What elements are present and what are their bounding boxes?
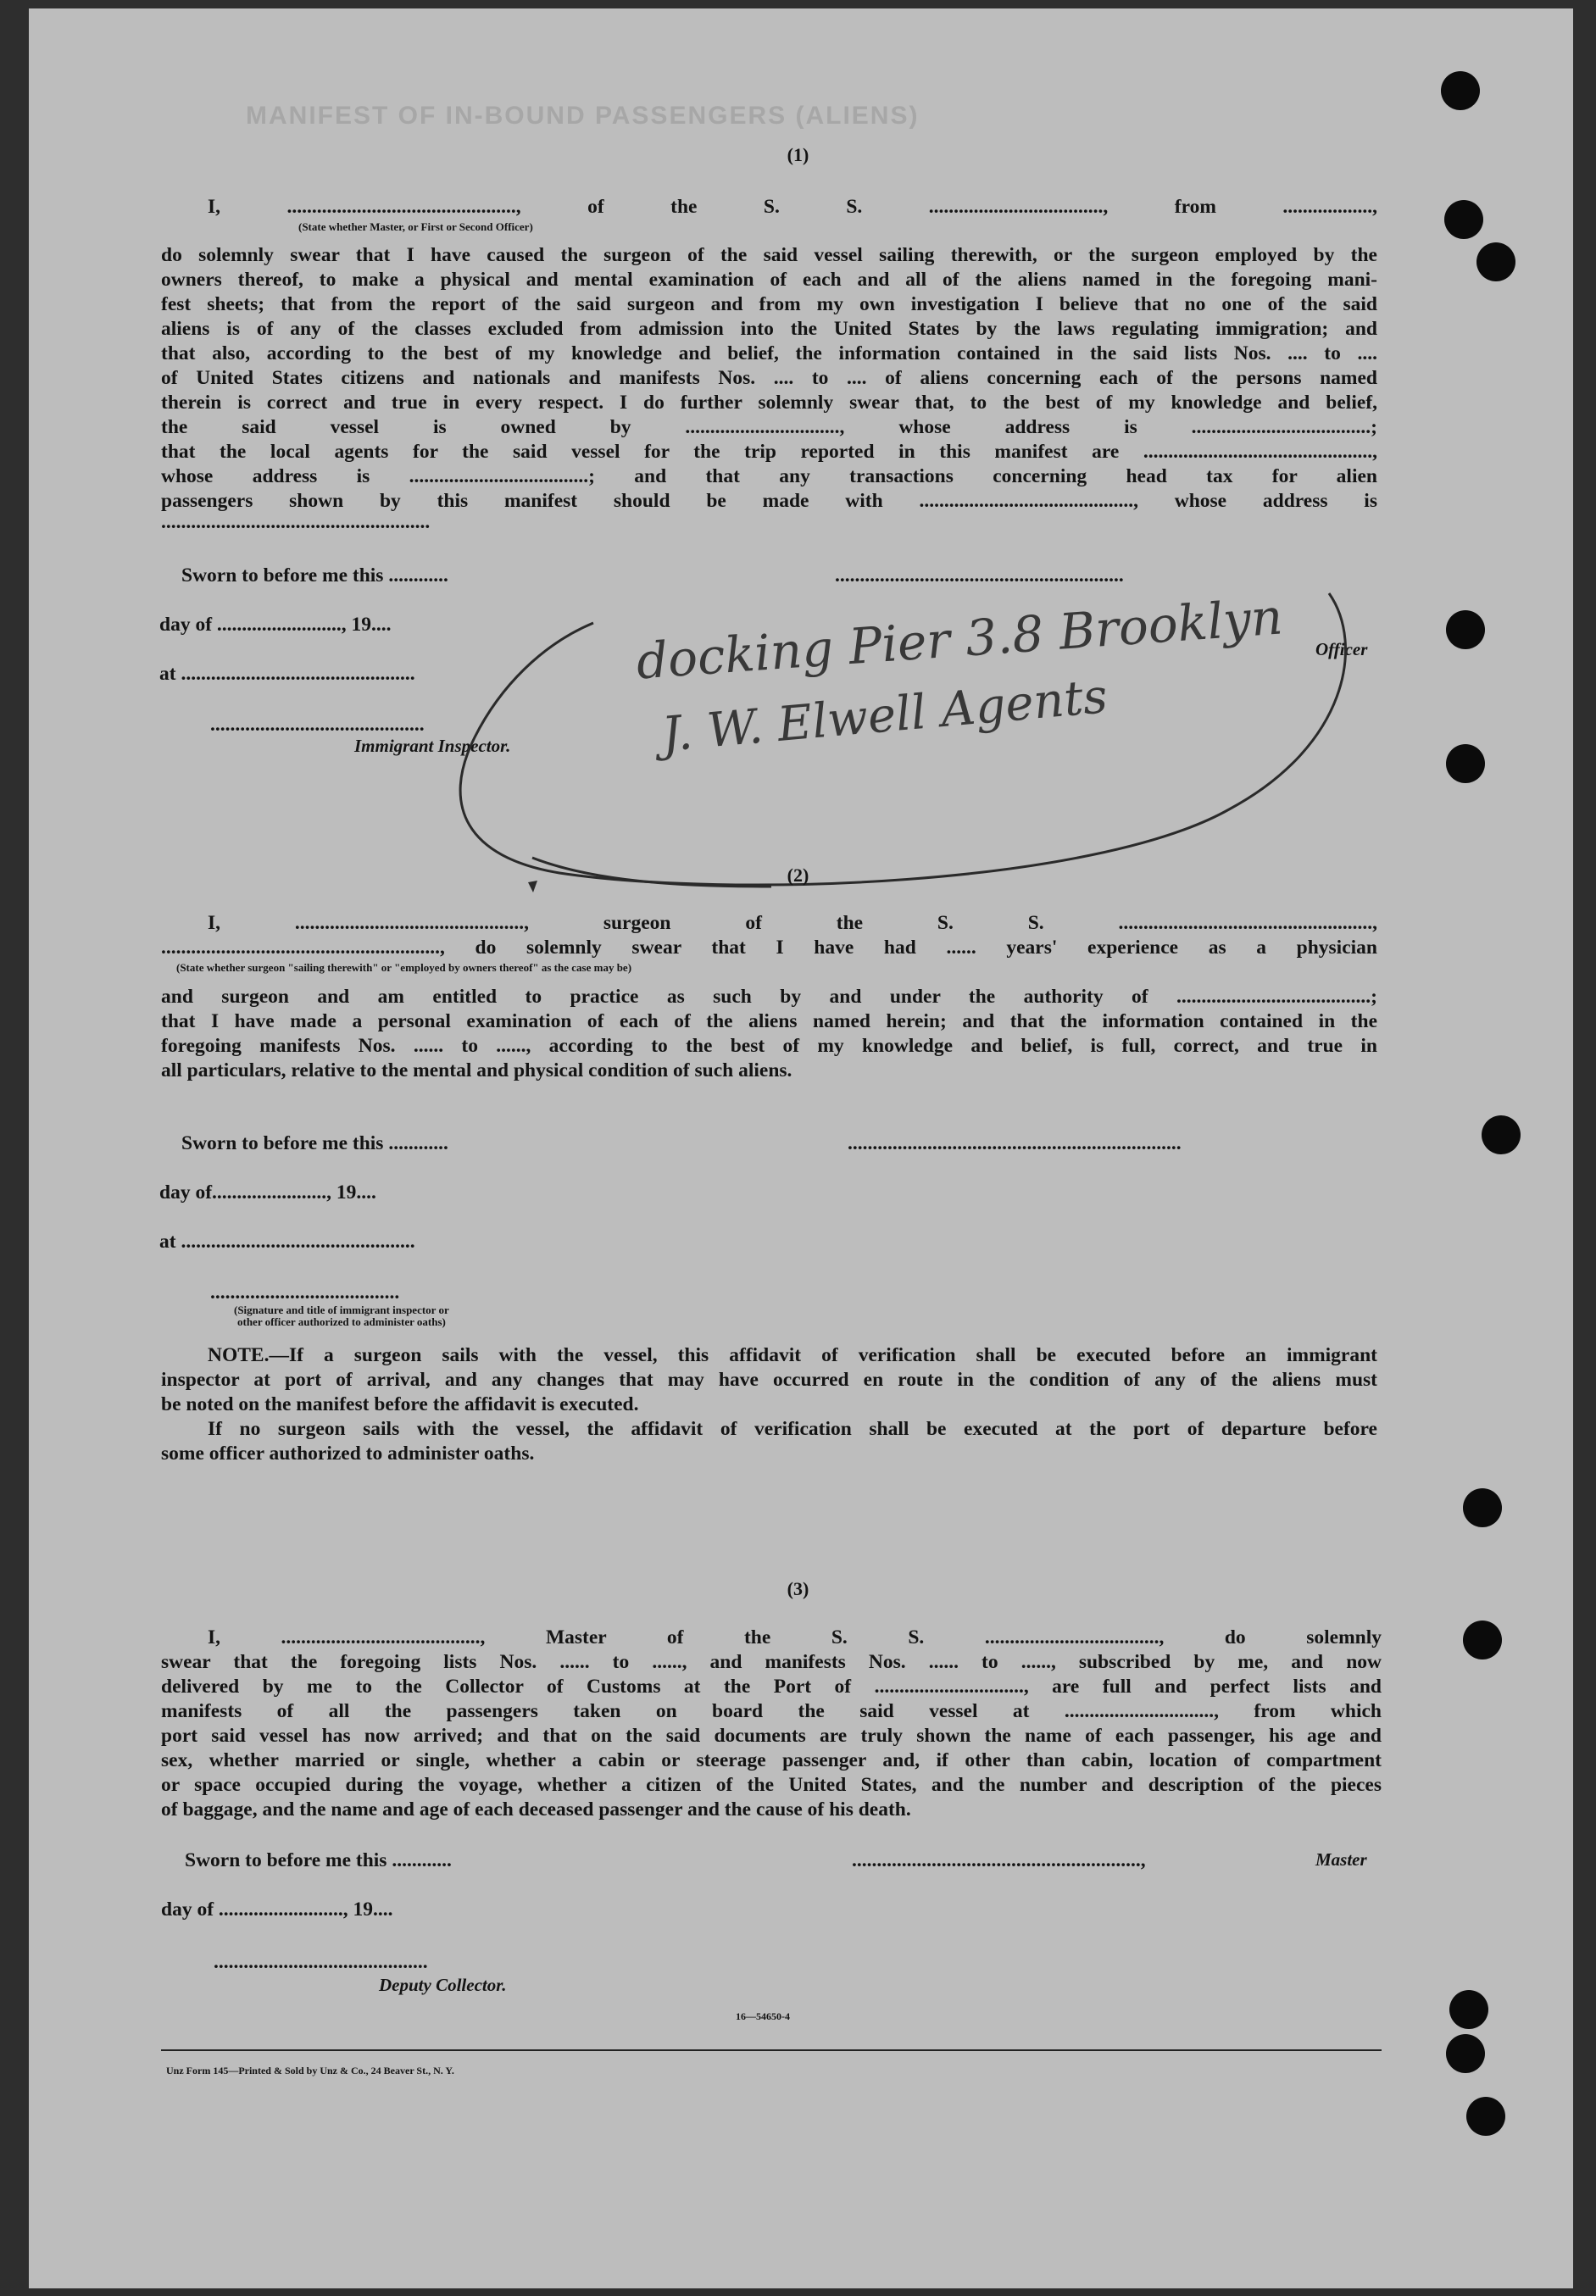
section-2-number: (2) bbox=[787, 864, 809, 886]
officer-note: (State whether Master, or First or Second Officer) bbox=[298, 220, 533, 233]
note-line: If no surgeon sails with the vessel, the affidavit of verification shall be executed at the port of departure before bbox=[208, 1418, 1377, 1440]
section-1-line: that the local agents for the said vessel for the trip reported in this manifest are .............................................., bbox=[161, 441, 1377, 463]
section-1-number: (1) bbox=[787, 144, 809, 165]
section-2-line: and surgeon and am entitled to practice as such by and under the authority of .......................................; bbox=[161, 986, 1377, 1008]
section-1-first-line: I, .............................................., of the S. S. ..................................., from .................., bbox=[208, 196, 1377, 218]
section-1-inspector-dots: ........................................... bbox=[210, 714, 425, 736]
surgeon-note: (State whether surgeon "sailing therewith" or "employed by owners thereof" as the case may be) bbox=[176, 961, 632, 974]
section-1-line: aliens is of any of the classes excluded from admission into the United States by the laws regulating immigration; and bbox=[161, 318, 1377, 340]
section-1-at: at ............................................... bbox=[159, 663, 415, 685]
section-1-line: fest sheets; that from the report of the said surgeon and from my own investigation I believe that no one of the said bbox=[161, 293, 1377, 315]
immigrant-inspector-label: Immigrant Inspector. bbox=[354, 736, 511, 756]
signature-note: (Signature and title of immigrant inspector or bbox=[234, 1304, 449, 1316]
officer-signature-label: Officer bbox=[1315, 639, 1368, 659]
section-2-sign-line: ................................................................... bbox=[848, 1132, 1182, 1154]
section-2-line: I, .............................................., surgeon of the S. S. ..................................................., bbox=[208, 912, 1377, 934]
section-3-line: I, ........................................, Master of the S. S. ..................................., do solemnly bbox=[208, 1626, 1382, 1648]
section-3-sworn: Sworn to before me this ............ bbox=[185, 1849, 452, 1871]
handwritten-docking-pier: docking Pier 3.8 Brooklyn bbox=[634, 587, 1285, 691]
note-line: inspector at port of arrival, and any changes that may have occurred en route in the condition of any of the aliens must bbox=[161, 1369, 1377, 1391]
section-3-day-of: day of ........................., 19.... bbox=[161, 1899, 393, 1921]
section-3-line: of baggage, and the name and age of each deceased passenger and the cause of his death. bbox=[161, 1798, 911, 1821]
section-2-at: at ............................................... bbox=[159, 1231, 415, 1253]
section-1-line: that also, according to the best of my knowledge and belief, the information contained in the said lists Nos. .... to .... bbox=[161, 342, 1377, 364]
section-2-line: all particulars, relative to the mental and physical condition of such aliens. bbox=[161, 1059, 792, 1081]
section-3-line: manifests of all the passengers taken on board the said vessel at .............................., from which bbox=[161, 1700, 1382, 1722]
form-code: 16—54650-4 bbox=[736, 2010, 790, 2022]
section-1-trailing-dots: ...................................................... bbox=[161, 511, 431, 533]
section-3-line: swear that the foregoing lists Nos. ...... to ......, and manifests Nos. ...... to ......, subscribed by me, and now bbox=[161, 1651, 1382, 1673]
section-1-officer-line: .......................................................... bbox=[835, 564, 1124, 587]
deputy-collector-label: Deputy Collector. bbox=[379, 1975, 507, 1995]
note-line: be noted on the manifest before the affidavit is executed. bbox=[161, 1393, 639, 1415]
section-2-line: ........................................................, do solemnly swear that I have had ...... years' experience as a physician bbox=[161, 937, 1377, 959]
section-3-line: port said vessel has now arrived; and that on the said documents are truly shown the name of each passenger, his age and bbox=[161, 1725, 1382, 1747]
signature-note: other officer authorized to administer oaths) bbox=[237, 1315, 446, 1328]
section-1-line: the said vessel is owned by ..............................., whose address is ....................................; bbox=[161, 416, 1377, 438]
section-1-line: of United States citizens and nationals and manifests Nos. .... to .... of aliens concerning each of the persons named bbox=[161, 367, 1377, 389]
bleed-through-header: MANIFEST OF IN-BOUND PASSENGERS (ALIENS) bbox=[246, 102, 920, 130]
section-3-number: (3) bbox=[787, 1578, 809, 1599]
section-3-line: sex, whether married or single, whether a cabin or steerage passenger and, if other than cabin, location of compartment bbox=[161, 1749, 1382, 1771]
section-1-line: passengers shown by this manifest should be made with ..........................................., whose address is bbox=[161, 490, 1377, 512]
section-1-day-of: day of ........................., 19.... bbox=[159, 614, 392, 636]
section-3-master-line: .........................................................., bbox=[852, 1849, 1146, 1871]
footer-rule bbox=[161, 2049, 1382, 2051]
section-1-line: do solemnly swear that I have caused the surgeon of the said vessel sailing therewith, or the surgeon employed by the bbox=[161, 244, 1377, 266]
section-1-line: whose address is ....................................; and that any transactions concerning head tax for alien bbox=[161, 465, 1377, 487]
section-3-line: delivered by me to the Collector of Customs at the Port of .............................., are full and perfect lists and bbox=[161, 1676, 1382, 1698]
section-3-line: or space occupied during the voyage, whether a citizen of the United States, and the number and description of the pieces bbox=[161, 1774, 1382, 1796]
printer-imprint: Unz Form 145—Printed & Sold by Unz & Co., 24 Beaver St., N. Y. bbox=[166, 2065, 454, 2076]
section-3-deputy-dots: ........................................... bbox=[214, 1951, 428, 1973]
section-2-line: that I have made a personal examination of each of the aliens named herein; and that the information contained in the bbox=[161, 1010, 1377, 1032]
handwritten-agents: J. W. Elwell Agents bbox=[659, 669, 1110, 763]
section-1-line: owners thereof, to make a physical and mental examination of each and all of the aliens named in the foregoing mani- bbox=[161, 269, 1377, 291]
section-2-sworn: Sworn to before me this ............ bbox=[181, 1132, 448, 1154]
section-2-day-of: day of......................., 19.... bbox=[159, 1181, 376, 1204]
section-1-line: therein is correct and true in every respect. I do further solemnly swear that, to the best of my knowledge and belief, bbox=[161, 392, 1377, 414]
section-2-sig-dots: ...................................... bbox=[210, 1281, 400, 1304]
note-line: some officer authorized to administer oaths. bbox=[161, 1443, 535, 1465]
section-2-line: foregoing manifests Nos. ...... to ......, according to the best of my knowledge and belief, is full, correct, and true in bbox=[161, 1035, 1377, 1057]
note-line: NOTE.—If a surgeon sails with the vessel, this affidavit of verification shall be executed before an immigrant bbox=[208, 1344, 1377, 1366]
master-label: Master bbox=[1315, 1849, 1367, 1870]
section-1-sworn: Sworn to before me this ............ bbox=[181, 564, 448, 587]
